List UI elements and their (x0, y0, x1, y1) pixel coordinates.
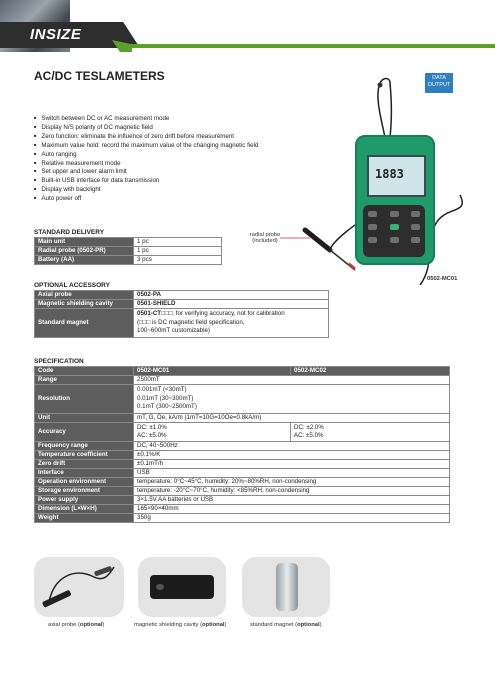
spec-code-2: 0502-MC02 (291, 367, 450, 376)
banner-green-bar (120, 44, 495, 48)
feature-item: ■ Built-in USB interface for data transmission (34, 176, 258, 185)
device-button (390, 224, 399, 230)
device-button (368, 237, 377, 243)
radial-probe (300, 225, 360, 275)
table-row (35, 300, 329, 309)
spec-value: USB (134, 469, 450, 478)
spec-value: DC, 40~500Hz (134, 442, 450, 451)
magnet-desc-line1 (137, 310, 325, 319)
delivery-item-name: Battery (AA) (35, 256, 134, 265)
table-row (35, 291, 329, 300)
delivery-item-qty: 3 pcs (134, 256, 222, 265)
feature-item: ■ Switch between DC or AC measurement mode (34, 114, 258, 123)
spec-code-1: 0502-MC01 (134, 367, 291, 376)
table-row (35, 367, 450, 376)
magnet-text1: ; for verifying accuracy, not for calibration (172, 310, 285, 318)
table-row (35, 496, 450, 505)
spec-label: Interface (35, 469, 134, 478)
spec-label: Zero drift (35, 460, 134, 469)
spec-label: Temperature coefficient (35, 451, 134, 460)
table-row (35, 238, 222, 247)
delivery-item-name: Main unit (35, 238, 134, 247)
table-row (35, 423, 450, 442)
delivery-item-qty: 1 pc (134, 238, 222, 247)
spec-label: Dimension (L×W×H) (35, 505, 134, 514)
spec-value (134, 385, 450, 414)
shielding-cavity-caption: magnetic shielding cavity (optional) (134, 622, 227, 628)
standard-magnet-caption: standard magnet (optional) (250, 622, 322, 628)
accessory-name: Standard magnet (35, 309, 134, 338)
caption-name: axial probe (48, 622, 77, 628)
data-output-line1: DATA (432, 75, 446, 81)
feature-list (34, 114, 258, 203)
spec-label: Weight (35, 514, 134, 523)
delivery-item-qty: 1 pc (134, 247, 222, 256)
table-row (35, 376, 450, 385)
magnet-text2: (□□□ is DC magnetic field specification, (137, 318, 245, 326)
device-button (411, 211, 420, 217)
axial-probe-photo (34, 557, 124, 617)
probe-callout-line2: (included) (252, 238, 278, 244)
spec-label: Storage environment (35, 487, 134, 496)
caption-name: magnetic shielding cavity (134, 622, 199, 628)
spec-label: Range (35, 376, 134, 385)
spec-value: 2500mT (134, 376, 450, 385)
axial-probe-image (34, 557, 124, 617)
magnet-text3: 100~600mT customizable) (137, 327, 210, 335)
feature-item: ■ Zero function: eliminate the influence of zero drift before measurement (34, 132, 258, 141)
table-row (35, 256, 222, 265)
device-button (390, 237, 399, 243)
table-row (35, 309, 329, 338)
caption-tag: optional (202, 622, 225, 628)
standard-magnet-image (242, 557, 330, 617)
caption-name: standard magnet (250, 622, 294, 628)
feature-item: ■ Display N/S polarity of DC magnetic field (34, 123, 258, 132)
accuracy-line: AC: ±5.0% (137, 432, 167, 439)
accuracy-line: AC: ±5.0% (294, 432, 324, 439)
device-button (368, 211, 377, 217)
feature-item: ■ Relative measurement mode (34, 159, 258, 168)
device-button (390, 211, 399, 217)
accuracy-line: DC: ±1.0% (137, 423, 167, 431)
spec-label: Power supply (35, 496, 134, 505)
shielding-cavity-photo (138, 557, 226, 617)
feature-item: ■ Maximum value hold: record the maximum value of the changing magnetic field (34, 141, 258, 150)
specification-table (34, 366, 450, 523)
spec-value: ±0.1mT/h (134, 460, 450, 469)
spec-label: Operation environment (35, 478, 134, 487)
page-title: AC/DC TESLAMETERS (34, 69, 165, 83)
device-reading: 1883 (375, 167, 404, 181)
standard-magnet-photo (242, 557, 330, 617)
accessory-name: Axial probe (35, 291, 134, 300)
device-keypad (363, 205, 425, 257)
probe-callout-line1: radial probe (249, 232, 281, 238)
table-row (35, 451, 450, 460)
spec-label: Frequency range (35, 442, 134, 451)
accessory-code: 0502-PA (134, 291, 329, 300)
magnet-code: 0501-CT (137, 310, 162, 318)
device-button (411, 237, 420, 243)
spec-value (134, 423, 291, 442)
standard-delivery-title: STANDARD DELIVERY (34, 229, 105, 236)
table-row (35, 514, 450, 523)
teslameter-device (355, 135, 435, 265)
spec-value: 165×90×40mm (134, 505, 450, 514)
brand-logo: INSIZE (30, 26, 82, 43)
shielding-cavity-image (138, 557, 226, 617)
accessory-code: 0501-SHIELD (134, 300, 329, 309)
spec-label: Accuracy (35, 423, 134, 442)
table-row (35, 478, 450, 487)
spec-value: mT, G, Oe, kA/m (1mT=10G=10Oe=0.8kA/m) (134, 414, 450, 423)
specification-title: SPECIFICATION (34, 358, 84, 365)
data-output-line2: OUTPUT (427, 82, 451, 88)
spec-value: temperature: -20°C~70°C, humidity: <85%RH, non-condensing (134, 487, 450, 496)
device-button (368, 224, 377, 230)
device-screen (367, 155, 426, 197)
accuracy-line: DC: ±2.0% (294, 423, 324, 431)
resolution-line: 0.001mT (<30mT) (137, 386, 187, 394)
axial-probe-caption: axial probe (optional) (48, 622, 105, 628)
product-model-label: 0502-MC01 (427, 276, 458, 282)
feature-item: ■ Auto power off (34, 194, 258, 203)
feature-item: ■ Display with backlight (34, 185, 258, 194)
feature-item: ■ Auto ranging (34, 150, 258, 159)
optional-accessory-table (34, 290, 329, 338)
table-row (35, 247, 222, 256)
spec-value: 350g (134, 514, 450, 523)
standard-delivery-table (34, 237, 222, 265)
spec-value (291, 423, 450, 442)
spec-value: ±0.1%/K (134, 451, 450, 460)
table-row (35, 385, 450, 414)
spec-label: Resolution (35, 385, 134, 414)
spec-label: Code (35, 367, 134, 376)
probe-callout-line (280, 236, 310, 240)
table-row (35, 460, 450, 469)
accessory-name: Magnetic shielding cavity (35, 300, 134, 309)
table-row (35, 414, 450, 423)
optional-accessory-title: OPTIONAL ACCESSORY (34, 282, 110, 289)
magnet-code-suffix: □□□ (161, 310, 173, 318)
device-button (411, 224, 420, 230)
accessory-magnet-desc (134, 309, 329, 338)
table-row (35, 505, 450, 514)
table-row (35, 487, 450, 496)
caption-tag: optional (79, 622, 103, 628)
spec-label: Unit (35, 414, 134, 423)
delivery-item-name: Radial probe (0502-PR) (35, 247, 134, 256)
resolution-line: 0.01mT (30~300mT) (137, 394, 194, 402)
spec-value: 3×1.5V AA batteries or USB (134, 496, 450, 505)
caption-tag: optional (297, 622, 320, 628)
table-row (35, 442, 450, 451)
table-row (35, 469, 450, 478)
spec-value: temperature: 0°C~45°C, humidity: 20%~80%RH, non-condensing (134, 478, 450, 487)
feature-item: ■ Set upper and lower alarm limit (34, 167, 258, 176)
header-banner (0, 0, 495, 52)
resolution-line: 0.1mT (300~2500mT) (137, 403, 197, 411)
